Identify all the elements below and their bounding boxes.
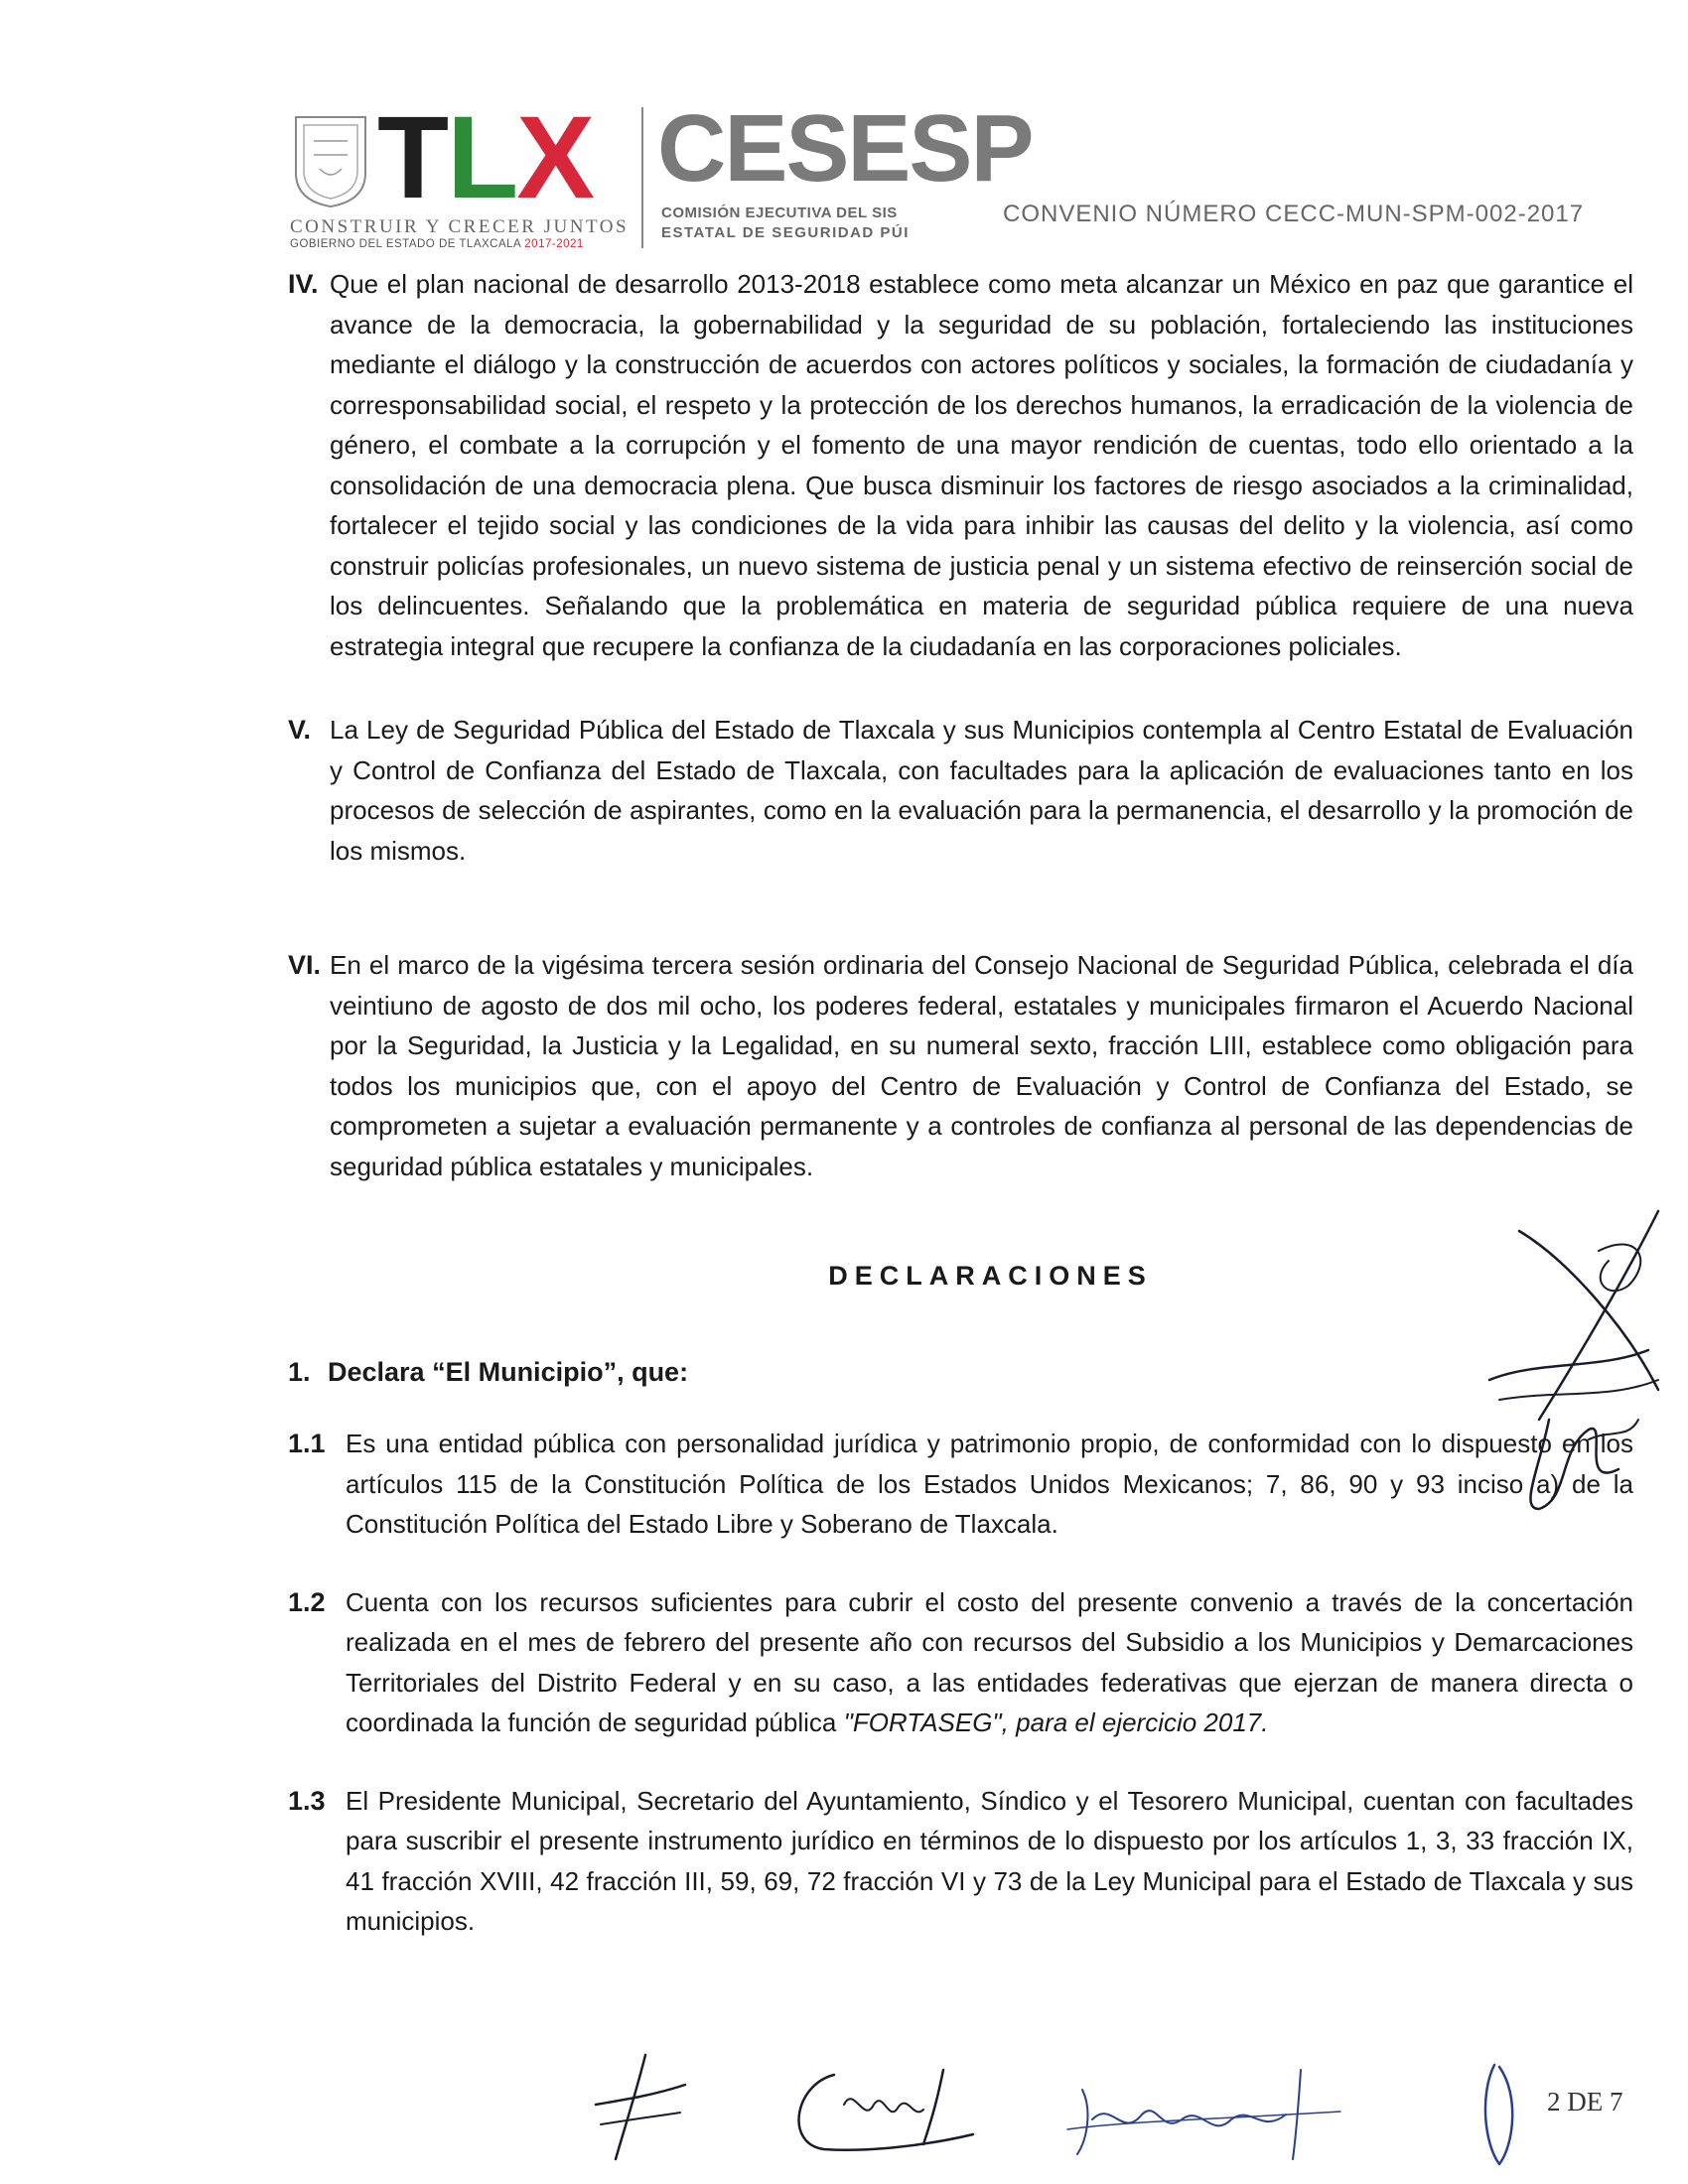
- motto: CONSTRUIR Y CRECER JUNTOS: [290, 216, 630, 237]
- tlaxcala-seal-icon: [290, 111, 371, 208]
- declaration-text: Cuenta con los recursos suficientes para cubrir el costo del presente convenio a través de la concertación realizada en el mes de febrero del presente año con recursos del Subsidio a los Municipios y Demarcaciones Territoriales del Distrito Federal y en su caso, a las entidades federativas que ejerzan de manera directa o coordinada la función de seguridad pública "FORTASEG", para el ejercicio 2017.: [346, 1586, 1633, 1737]
- signature-bottom-1: [586, 2045, 695, 2164]
- declaration-1-1: [288, 1424, 1633, 1545]
- signature-bottom-3: [1062, 2060, 1350, 2169]
- signature-bottom-2: [774, 2055, 983, 2164]
- signature-margin-large: [1479, 1191, 1678, 1519]
- paragraph-text: Que el plan nacional de desarrollo 2013-2018 establece como meta alcanzar un México en paz que garantice el avance de la democracia, la gobernabilidad y la seguridad de su población, fortaleciendo las instituciones mediante el diálogo y la construcción de acuerdos con actores políticos y sociales, la formación de ciudadanía y corresponsabilidad social, el respeto y la protección de los derechos humanos, la erradicación de la violencia de género, el combate a la corrupción y el fomento de una mayor rendición de cuentas, todo ello orientado a la consolidación de una democracia plena. Que busca disminuir los factores de riesgo asociados a la criminalidad, fortalecer el tejido social y las condiciones de la vida para inhibir las causas del delito y la violencia, así como construir policías profesionales, un nuevo sistema de justicia penal y un sistema efectivo de reinserción social de los delincuentes. Señalando que la problemática en materia de seguridad pública requiere de una nueva estrategia integral que recupere la confianza de la ciudadanía en las corporaciones policiales.: [330, 269, 1633, 661]
- signature-bottom-4: [1470, 2055, 1529, 2174]
- paragraph-vi: [288, 945, 1633, 1186]
- paragraph-number: V.: [288, 715, 312, 745]
- cesesp-logo: CESESP: [657, 95, 1033, 202]
- paragraph-number: IV.: [288, 269, 319, 299]
- letterhead: [288, 92, 1628, 258]
- declaration-number: 1.3: [288, 1785, 326, 1816]
- section-heading: DECLARACIONES: [828, 1261, 1153, 1291]
- paragraph-text: La Ley de Seguridad Pública del Estado de Tlaxcala y sus Municipios contempla al Centro Estatal de Evaluación y Control de Confianza del Estado de Tlaxcala, con facultades para la aplicación de evaluaciones tanto en los procesos de selección de aspirantes, como en la evaluación para la permanencia, el desarrollo y la promoción de los mismos.: [330, 715, 1633, 866]
- cesesp-subtitle-1: COMISIÓN EJECUTIVA DEL SIS: [661, 205, 898, 221]
- declaration-text: El Presidente Municipal, Secretario del Ayuntamiento, Síndico y el Tesorero Municipal, cuentan con facultades para suscribir el presente instrumento jurídico en términos de lo dispuesto por los artículos 1, 3, 33 fracción IX, 41 fracción XVIII, 42 fracción III, 59, 69, 72 fracción VI y 73 de la Ley Municipal para el Estado de Tlaxcala y sus municipios.: [346, 1785, 1633, 1936]
- declaration-group-title: 1. Declara “El Municipio”, que:: [288, 1357, 689, 1387]
- page-number: 2 DE 7: [1547, 2087, 1623, 2116]
- paragraph-number: VI.: [288, 950, 322, 980]
- header-divider: [641, 107, 643, 248]
- declaration-number: 1.2: [288, 1586, 326, 1617]
- convenio-number: CONVENIO NÚMERO CECC-MUN-SPM-002-2017: [1003, 201, 1585, 227]
- government-line: GOBIERNO DEL ESTADO DE TLAXCALA 2017-2021: [290, 238, 584, 250]
- paragraph-iv: [288, 264, 1633, 666]
- paragraph-text: En el marco de la vigésima tercera sesión ordinaria del Consejo Nacional de Seguridad Pública, celebrada el día veintiuno de agosto de dos mil ocho, los poderes federal, estatales y municipales firmaron el Acuerdo Nacional por la Seguridad, la Justicia y la Legalidad, en su numeral sexto, fracción LIII, establece como obligación para todos los municipios que, con el apoyo del Centro de Evaluación y Control de Confianza del Estado, se comprometen a sujetar a evaluación permanente y a controles de confianza al personal de las dependencias de seguridad pública estatales y municipales.: [330, 950, 1633, 1181]
- tlx-logo: TLX: [377, 92, 593, 223]
- declaration-text: Es una entidad pública con personalidad jurídica y patrimonio propio, de conformidad con lo dispuesto en los artículos 115 de la Constitución Política de los Estados Unidos Mexicanos; 7, 86, 90 y 93 inciso a) de la Constitución Política del Estado Libre y Soberano de Tlaxcala.: [346, 1429, 1633, 1539]
- paragraph-v: [288, 710, 1633, 871]
- cesesp-subtitle-2: ESTATAL DE SEGURIDAD PÚI: [661, 224, 910, 241]
- declaration-1-2: [288, 1582, 1633, 1743]
- document-body: [288, 264, 1633, 1942]
- declaration-1-3: [288, 1781, 1633, 1942]
- declaration-number: 1.1: [288, 1429, 326, 1458]
